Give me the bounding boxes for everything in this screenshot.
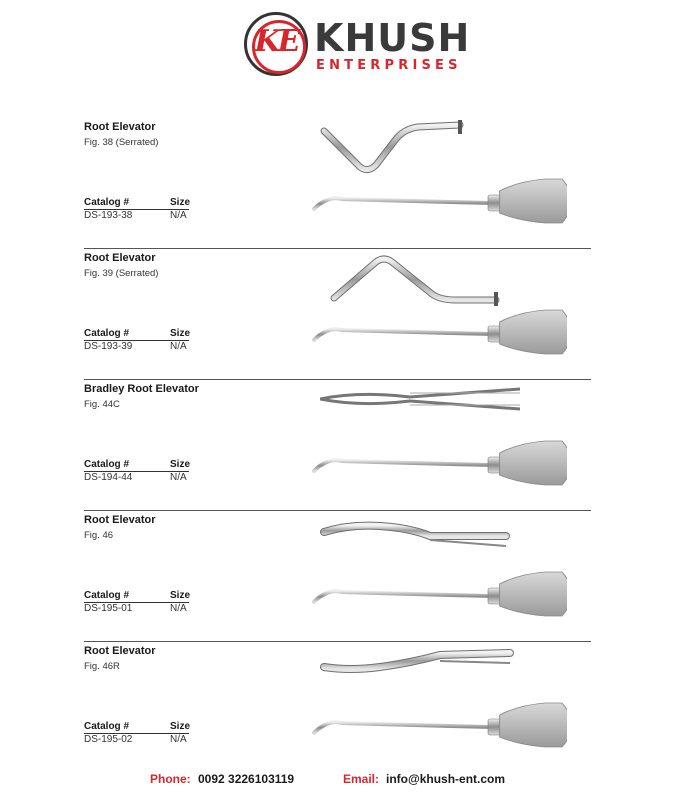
phone-label: Phone: — [150, 772, 191, 786]
size-value: N/A — [170, 210, 187, 221]
brand-name: KHUSH — [314, 16, 471, 60]
brand-logo — [244, 12, 471, 78]
product-section — [84, 383, 591, 511]
contact-footer — [0, 772, 689, 792]
catalog-label: Catalog # — [84, 197, 130, 208]
product-figure: Fig. 38 (Serrated) — [84, 137, 159, 148]
instrument-handle-icon — [312, 304, 567, 362]
catalog-header — [84, 458, 189, 472]
elevator-tip-44c-icon — [320, 379, 520, 439]
catalog-number: DS-193-39 — [84, 341, 133, 352]
size-label: Size — [170, 459, 191, 470]
product-section — [84, 121, 591, 249]
product-name: Root Elevator — [84, 121, 156, 133]
product-section — [84, 645, 591, 773]
product-name: Root Elevator — [84, 514, 156, 526]
size-label: Size — [170, 328, 191, 339]
elevator-tip-46-icon — [320, 510, 520, 570]
instrument-handle-icon — [312, 173, 567, 231]
instrument-handle-icon — [312, 697, 567, 755]
catalog-header — [84, 720, 189, 734]
size-value: N/A — [170, 472, 187, 483]
catalog-label: Catalog # — [84, 721, 130, 732]
catalog-label: Catalog # — [84, 459, 130, 470]
email-address: info@khush-ent.com — [386, 772, 506, 786]
email-label: Email: — [343, 772, 380, 786]
elevator-tip-38-icon — [320, 117, 520, 177]
product-figure: Fig. 46 — [84, 530, 114, 541]
instrument-handle-icon — [312, 566, 567, 624]
size-value: N/A — [170, 341, 187, 352]
catalog-number: DS-195-02 — [84, 734, 133, 745]
catalog-label: Catalog # — [84, 328, 130, 339]
catalog-number: DS-195-01 — [84, 603, 133, 614]
elevator-tip-39-icon — [320, 248, 520, 308]
catalog-number: DS-194-44 — [84, 472, 133, 483]
product-name: Bradley Root Elevator — [84, 383, 199, 395]
phone-number: 0092 3226103119 — [198, 772, 295, 786]
size-label: Size — [170, 590, 191, 601]
product-figure: Fig. 44C — [84, 399, 120, 410]
size-value: N/A — [170, 603, 187, 614]
elevator-tip-46r-icon — [320, 641, 520, 701]
product-figure: Fig. 46R — [84, 661, 120, 672]
catalog-header — [84, 196, 189, 210]
product-name: Root Elevator — [84, 252, 156, 264]
size-value: N/A — [170, 734, 187, 745]
instrument-handle-icon — [312, 435, 567, 493]
product-figure: Fig. 39 (Serrated) — [84, 268, 159, 279]
product-section — [84, 252, 591, 380]
catalog-number: DS-193-38 — [84, 210, 133, 221]
catalog-header — [84, 589, 189, 603]
catalog-header — [84, 327, 189, 341]
logo-initials: KE — [254, 24, 298, 59]
catalog-label: Catalog # — [84, 590, 130, 601]
size-label: Size — [170, 721, 191, 732]
brand-subtitle: ENTERPRISES — [316, 58, 462, 73]
product-name: Root Elevator — [84, 645, 156, 657]
product-section — [84, 514, 591, 642]
size-label: Size — [170, 197, 191, 208]
